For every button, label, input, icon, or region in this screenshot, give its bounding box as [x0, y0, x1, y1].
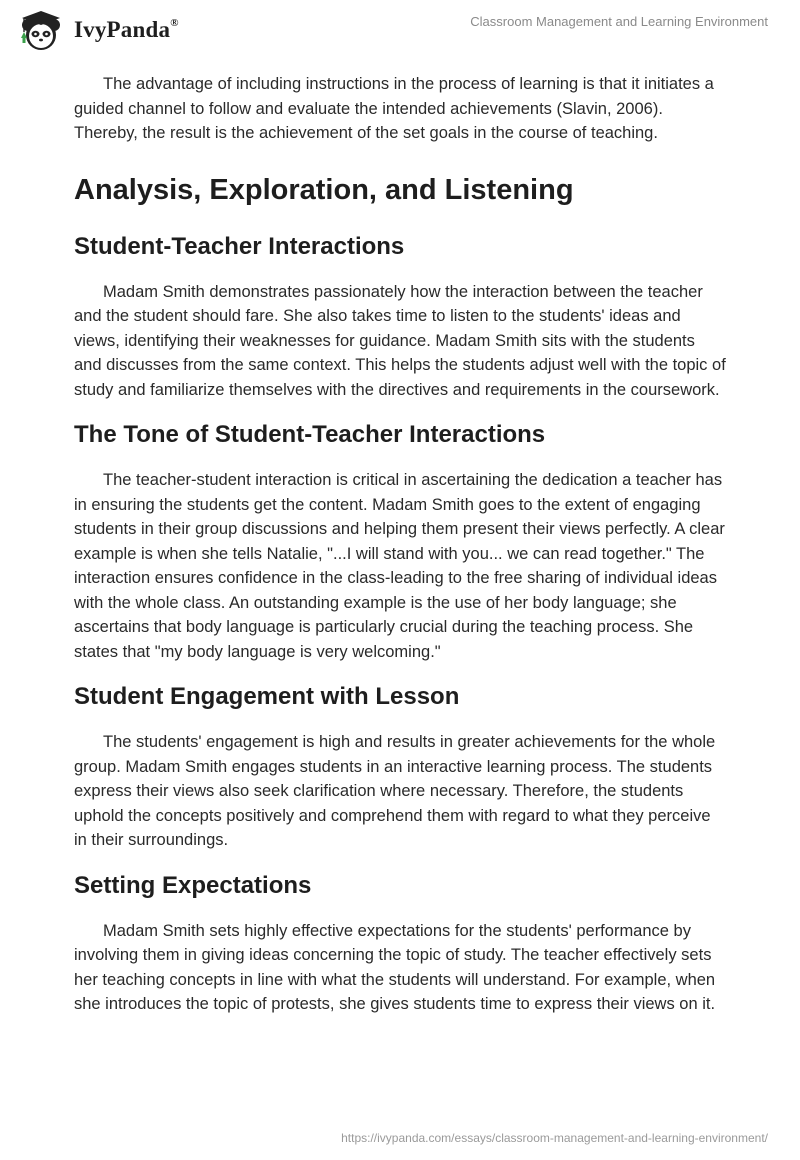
subsection-heading-expectations: Setting Expectations — [74, 871, 312, 899]
page-header — [0, 0, 800, 64]
subsection-heading-student-teacher-interactions: Student-Teacher Interactions — [74, 232, 405, 260]
panda-graduation-cap-icon — [16, 8, 66, 52]
brand-name: IvyPanda® — [74, 17, 179, 42]
intro-paragraph: The advantage of including instructions in the process of learning is that it initiates a guided channel to follow and evaluate the intended achievements (Slavin, 2006). Thereby, the result is the achievement of the set goals in the course of teaching. — [74, 75, 714, 142]
section-heading: Analysis, Exploration, and Listening — [74, 173, 574, 206]
essay-content — [74, 72, 726, 1017]
paragraph-engagement: The students' engagement is high and results in greater achievements for the whole group. Madam Smith engages students in an interactive learning process. The students express their views also seek clarification where necessary. Therefore, the students uphold the concepts positively and comprehend them with regard to what they perceive in their surroundings. — [74, 733, 716, 849]
paragraph-tone: The teacher-student interaction is critical in ascertaining the dedication a teacher has in ensuring the students get the content. Madam Smith goes to the extent of engaging students in their group discussions and helping them present their views perfectly. A clear example is when she tells Natalie, "...I will stand with you... we can read together." The interaction ensures confidence in the class-leading to the free sharing of individual ideas with the whole class. An outstanding example is the use of her body language; she ascertains that body language is particularly crucial during the teaching process. She states that "my body language is very welcoming." — [74, 471, 725, 661]
paragraph-student-teacher-interactions: Madam Smith demonstrates passionately how the interaction between the teacher and the student should fare. She also takes time to listen to the students' ideas and views, identifying their weaknesses for guidance. Madam Smith sits with the students and discusses from the same context. This helps the students adjust well with the topic of study and familiarize themselves with the directives and requirements in the coursework. — [74, 282, 726, 399]
subsection-heading-engagement: Student Engagement with Lesson — [74, 683, 460, 710]
source-url[interactable]: https://ivypanda.com/essays/classroom-management-and-learning-environment/ — [341, 1131, 768, 1145]
subsection-heading-tone: The Tone of Student-Teacher Interactions — [74, 421, 546, 448]
ivypanda-logo[interactable] — [16, 8, 179, 52]
document-title: Classroom Management and Learning Environment — [470, 14, 768, 29]
paragraph-expectations: Madam Smith sets highly effective expectations for the students' performance by involving them in giving ideas concerning the topic of study. The teacher effectively sets her teaching concepts in line with what the students will understand. For example, when she introduces the topic of protests, she gives students time to express their views on it. — [74, 921, 716, 1013]
